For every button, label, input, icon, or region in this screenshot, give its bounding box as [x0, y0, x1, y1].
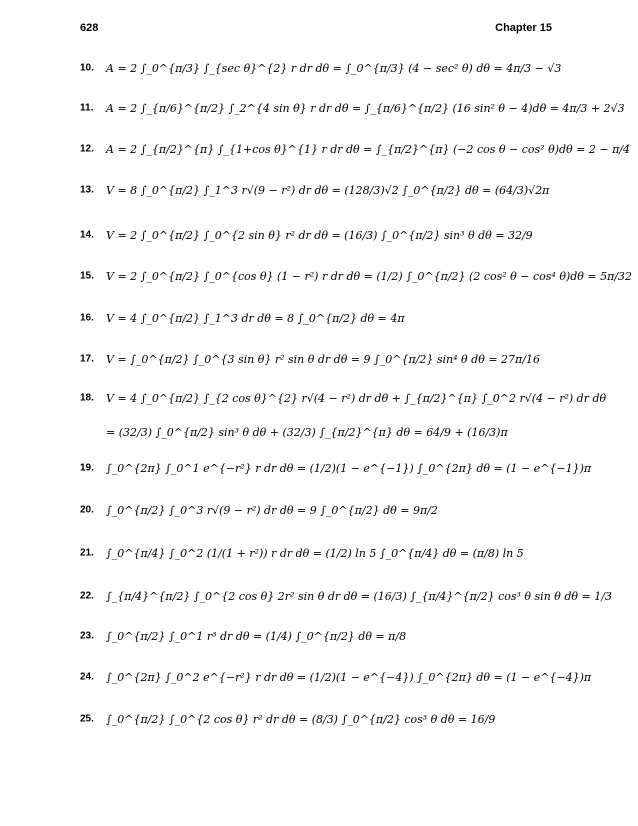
problem-row [80, 168, 560, 212]
problem-row [80, 488, 560, 532]
problem-row [80, 655, 592, 699]
problem-number: 14. [80, 229, 94, 241]
problem-number: 21. [80, 547, 94, 559]
problem-solution: V = 4 ∫_0^{π/2} ∫_{2 cos θ}^{2} r√(4 − r²) dr dθ + ∫_{π/2}^{π} ∫_0^2 r√(4 − r²) dr dθ [106, 391, 607, 405]
problem-solution: ∫_0^{2π} ∫_0^1 e^{−r²} r dr dθ = (1/2)(1 − e^{−1}) ∫_0^{2π} dθ = (1 − e^{−1})π [106, 461, 592, 475]
problem-number: 15. [80, 270, 94, 282]
problem-row [80, 254, 633, 298]
problem-row [80, 86, 625, 130]
problem-row [80, 574, 612, 618]
problem-solution: ∫_0^{π/4} ∫_0^2 (1/(1 + r²)) r dr dθ = (1/2) ln 5 ∫_0^{π/4} dθ = (π/8) ln 5 [106, 546, 524, 560]
problem-number: 17. [80, 353, 94, 365]
problem-number: 11. [80, 102, 94, 114]
problem-number: 13. [80, 184, 94, 196]
problem-solution: V = 8 ∫_0^{π/2} ∫_1^3 r√(9 − r²) dr dθ = (128/3)√2 ∫_0^{π/2} dθ = (64/3)√2π [106, 183, 550, 197]
problem-solution: A = 2 ∫_{π/2}^{π} ∫_{1+cos θ}^{1} r dr dθ = ∫_{π/2}^{π} (−2 cos θ − cos² θ)dθ = 2 − π/4 [106, 142, 631, 156]
problem-number: 19. [80, 462, 94, 474]
problem-solution: ∫_0^{π/2} ∫_0^1 r³ dr dθ = (1/4) ∫_0^{π/2} dθ = π/8 [106, 629, 407, 643]
problem-solution: ∫_0^{2π} ∫_0^2 e^{−r²} r dr dθ = (1/2)(1 − e^{−4}) ∫_0^{2π} dθ = (1 − e^{−4})π [106, 670, 592, 684]
problem-solution: A = 2 ∫_0^{π/3} ∫_{sec θ}^{2} r dr dθ = ∫_0^{π/3} (4 − sec² θ) dθ = 4π/3 − √3 [106, 61, 562, 75]
problem-number: 20. [80, 504, 94, 516]
problem-row [80, 446, 592, 490]
problem-solution: ∫_{π/4}^{π/2} ∫_0^{2 cos θ} 2r² sin θ dr dθ = (16/3) ∫_{π/4}^{π/2} cos³ θ sin θ dθ = 1/3 [106, 589, 612, 603]
problem-number: 22. [80, 590, 94, 602]
problem-solution: A = 2 ∫_{π/6}^{π/2} ∫_2^{4 sin θ} r dr dθ = ∫_{π/6}^{π/2} (16 sin² θ − 4)dθ = 4π/3 + 2√3 [106, 101, 625, 115]
problem-solution: ∫_0^{π/2} ∫_0^{2 cos θ} r² dr dθ = (8/3) ∫_0^{π/2} cos³ θ dθ = 16/9 [106, 712, 496, 726]
problem-solution: ∫_0^{π/2} ∫_0^3 r√(9 − r²) dr dθ = 9 ∫_0^{π/2} dθ = 9π/2 [106, 503, 438, 517]
problem-row [80, 614, 560, 658]
problem-solution: V = 4 ∫_0^{π/2} ∫_1^3 dr dθ = 8 ∫_0^{π/2} dθ = 4π [106, 311, 405, 325]
problem-solution: V = ∫_0^{π/2} ∫_0^{3 sin θ} r² sin θ dr dθ = 9 ∫_0^{π/2} sin⁴ θ dθ = 27π/16 [106, 352, 540, 366]
chapter-title: Chapter 15 [495, 22, 552, 34]
problem-solution: V = 2 ∫_0^{π/2} ∫_0^{2 sin θ} r² dr dθ = (16/3) ∫_0^{π/2} sin³ θ dθ = 32/9 [106, 228, 533, 242]
problem-number: 10. [80, 62, 94, 74]
problem-row [80, 296, 560, 340]
problem-number: 24. [80, 671, 94, 683]
problem-number: 23. [80, 630, 94, 642]
problem-row [80, 213, 560, 257]
problem-number: 18. [80, 392, 94, 404]
problem-solution: = (32/3) ∫_0^{π/2} sin³ θ dθ + (32/3) ∫_{π/2}^{π} dθ = 64/9 + (16/3)π [106, 425, 508, 439]
problem-number: 12. [80, 143, 94, 155]
problem-row [80, 697, 560, 741]
problem-row [80, 531, 560, 575]
problem-row [80, 127, 631, 171]
problem-number: 25. [80, 713, 94, 725]
page-number: 628 [80, 22, 99, 34]
page-header [80, 22, 552, 34]
problem-row [80, 46, 560, 90]
problem-row [80, 337, 560, 381]
problem-solution: V = 2 ∫_0^{π/2} ∫_0^{cos θ} (1 − r²) r dr dθ = (1/2) ∫_0^{π/2} (2 cos² θ − cos⁴ θ)dθ = 5π/32 [106, 269, 633, 283]
problem-number: 16. [80, 312, 94, 324]
